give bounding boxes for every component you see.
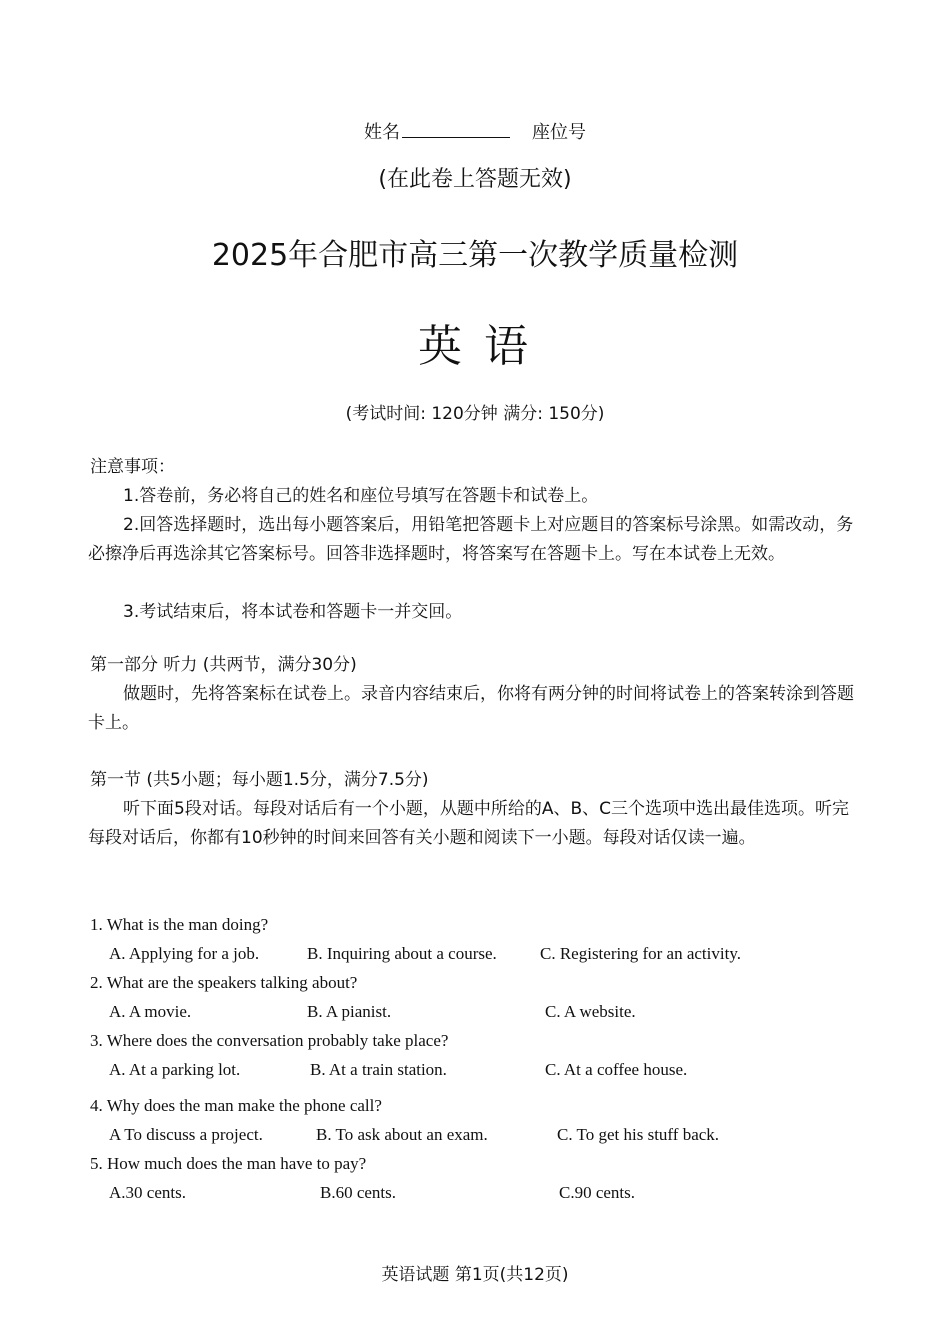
name-blank[interactable]	[402, 123, 510, 138]
question-2-option-a: A. A movie.	[109, 1002, 192, 1021]
notice-item-1: 1.答卷前，务必将自己的姓名和座位号填写在答题卡和试卷上。	[123, 486, 599, 506]
page-footer: 英语试题 第1页(共12页)	[381, 1265, 569, 1285]
question-5-option-c: C.90 cents.	[559, 1183, 636, 1202]
question-3-option-b: B. At a train station.	[310, 1060, 447, 1079]
question-3-option-a: A. At a parking lot.	[109, 1060, 241, 1079]
section1-heading: 第一节 (共5小题；每小题1.5分，满分7.5分)	[90, 770, 429, 790]
question-4-option-b: B. To ask about an exam.	[316, 1125, 488, 1144]
question-2-option-c: C. A website.	[545, 1002, 636, 1021]
exam-title: 2025年合肥市高三第一次教学质量检测	[211, 238, 739, 273]
subject-title: 英 语	[418, 321, 532, 372]
notice-item-2: 2.回答选择题时，选出每小题答案后，用铅笔把答题卡上对应题目的答案标号涂黑。如需改动，务必擦净后再选涂其它答案标号。回答非选择题时，将答案写在答题卡上。写在本试卷上无效。	[88, 515, 854, 564]
question-1-option-b: B. Inquiring about a course.	[307, 944, 497, 963]
part1-heading: 第一部分 听力 (共两节，满分30分)	[90, 655, 357, 675]
question-1-option-a: A. Applying for a job.	[109, 944, 260, 963]
name-label: 姓名	[364, 122, 400, 143]
notice-item-3: 3.考试结束后，将本试卷和答题卡一并交回。	[123, 602, 463, 622]
invalid-note: (在此卷上答题无效)	[378, 167, 572, 192]
name-seat-line	[0, 118, 950, 144]
question-3-option-c: C. At a coffee house.	[545, 1060, 688, 1079]
section1-instructions: 听下面5段对话。每段对话后有一个小题，从题中所给的A、B、C三个选项中选出最佳选项。听完每段对话后，你都有10秒钟的时间来回答有关小题和阅读下一小题。每段对话仅读一遍。	[88, 799, 849, 848]
question-4-stem: 4. Why does the man make the phone call?	[90, 1096, 382, 1115]
notice-heading: 注意事项：	[90, 457, 175, 477]
question-5-stem: 5. How much does the man have to pay?	[90, 1154, 367, 1173]
seat-label: 座位号	[532, 122, 586, 143]
question-2-option-b: B. A pianist.	[307, 1002, 392, 1021]
question-4-option-c: C. To get his stuff back.	[557, 1125, 720, 1144]
part1-instructions: 做题时，先将答案标在试卷上。录音内容结束后，你将有两分钟的时间将试卷上的答案转涂到答题卡上。	[88, 684, 854, 733]
time-info: (考试时间: 120分钟 满分: 150分)	[345, 404, 605, 424]
question-4-option-a: A To discuss a project.	[109, 1125, 263, 1144]
question-5-option-a: A.30 cents.	[109, 1183, 186, 1202]
question-2-stem: 2. What are the speakers talking about?	[90, 973, 358, 992]
question-5-option-b: B.60 cents.	[320, 1183, 397, 1202]
question-1-option-c: C. Registering for an activity.	[540, 944, 741, 963]
question-1-stem: 1. What is the man doing?	[90, 915, 269, 934]
question-3-stem: 3. Where does the conversation probably take place?	[90, 1031, 449, 1050]
